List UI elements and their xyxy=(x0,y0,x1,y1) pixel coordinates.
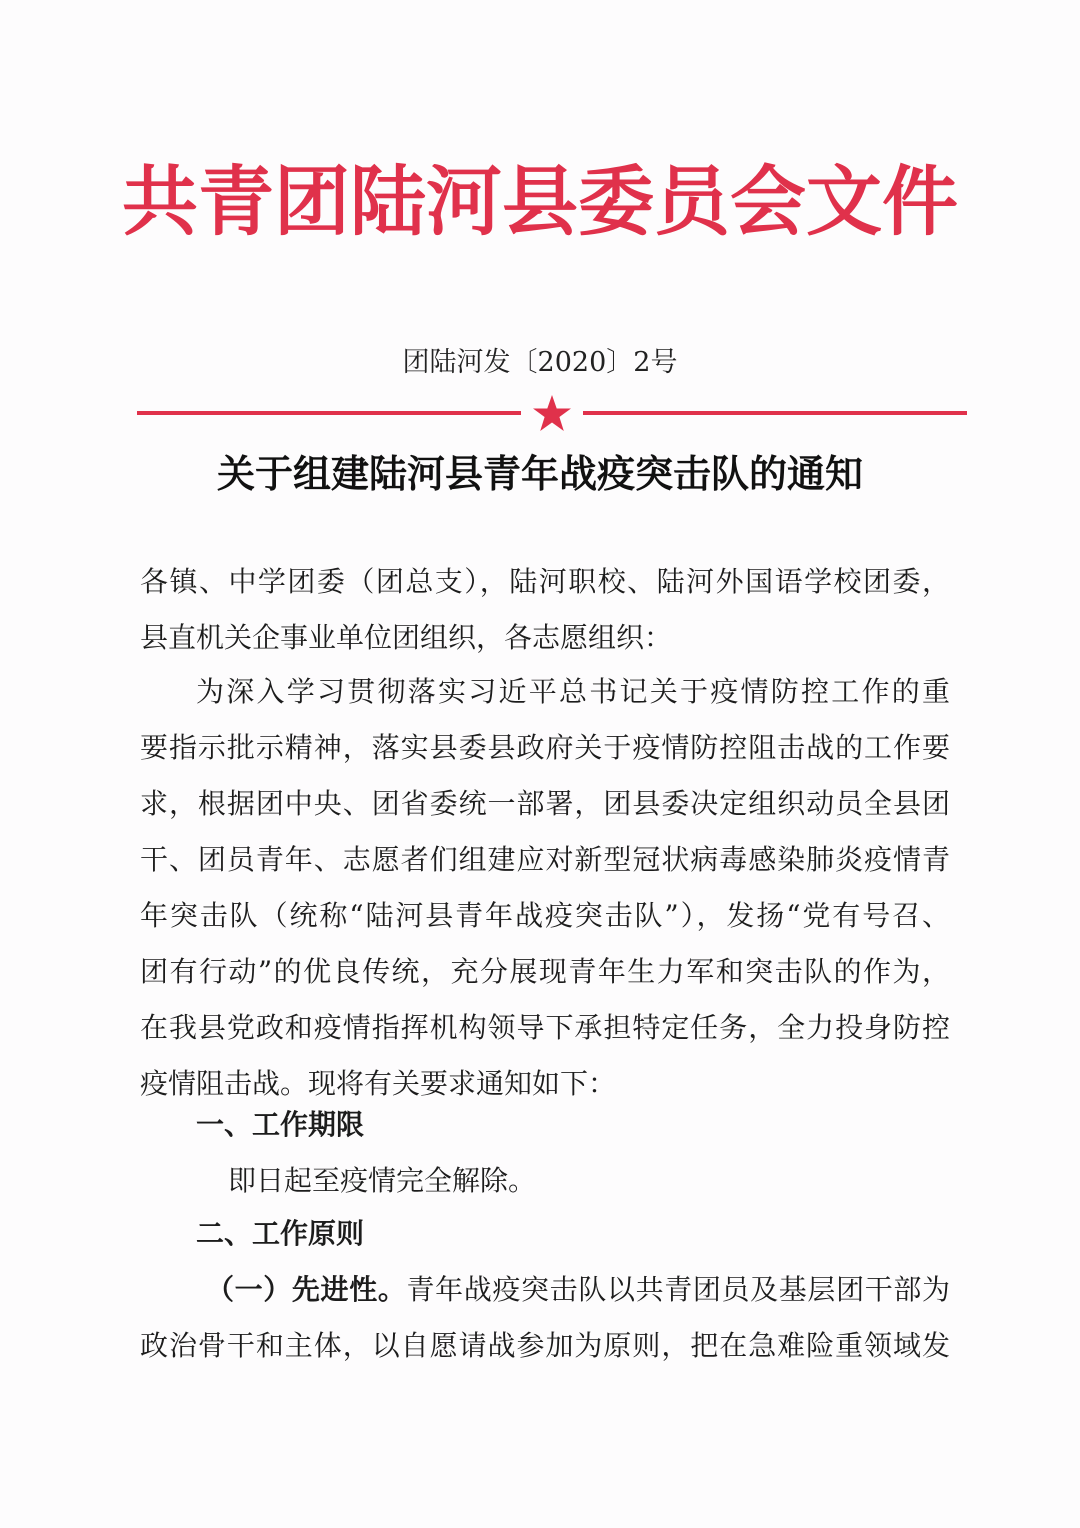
paragraph-line: 干、团员青年、志愿者们组建应对新型冠状病毒感染肺炎疫情青 xyxy=(140,843,950,876)
red-star-icon xyxy=(532,394,572,432)
section-work-period xyxy=(140,1101,950,1213)
document-number: 团陆河发〔2020〕2号 xyxy=(402,347,678,378)
document-header-title: 共青团陆河县委员会文件 xyxy=(122,157,958,246)
red-divider xyxy=(137,394,967,432)
paragraph-line: 求，根据团中央、团省委统一部署，团县委决定组织动员全县团 xyxy=(140,787,950,820)
principle-line xyxy=(140,1266,950,1322)
paragraph-line: 团有行动”的优良传统，充分展现青年生力军和突击队的作为， xyxy=(140,955,950,988)
paragraph-line: 在我县党政和疫情指挥机构领导下承担特定任务，全力投身防控 xyxy=(140,1011,950,1044)
divider-line-right xyxy=(583,411,967,415)
paragraph-line: 疫情阻击战。现将有关要求通知如下： xyxy=(140,1067,617,1100)
paragraph-line: 为深入学习贯彻落实习近平总书记关于疫情防控工作的重 xyxy=(196,675,950,708)
recipients-line: 各镇、中学团委（团总支），陆河职校、陆河外国语学校团委， xyxy=(140,565,950,598)
principle-line: 政治骨干和主体，以自愿请战参加为原则，把在急难险重领域发 xyxy=(140,1329,950,1362)
notice-title: 关于组建陆河县青年战疫突击队的通知 xyxy=(216,451,863,496)
recipients-line: 县直机关企事业单位团组织，各志愿组织： xyxy=(140,621,673,654)
section-heading: 一、工作期限 xyxy=(196,1108,365,1141)
intro-paragraph xyxy=(140,668,950,1116)
section-heading: 二、工作原则 xyxy=(196,1217,365,1250)
paragraph-line: 要指示批示精神，落实县委县政府关于疫情防控阻击战的工作要 xyxy=(140,731,950,764)
divider-line-left xyxy=(137,411,521,415)
paragraph-line: 年突击队（统称“陆河县青年战疫突击队”），发扬“党有号召、 xyxy=(140,899,950,932)
recipients xyxy=(140,558,950,670)
section-work-principles xyxy=(140,1210,950,1378)
principle-label: （一）先进性。 xyxy=(206,1273,407,1306)
principle-text: 青年战疫突击队以共青团员及基层团干部为 xyxy=(406,1273,950,1306)
section-text: 即日起至疫情完全解除。 xyxy=(228,1164,537,1197)
